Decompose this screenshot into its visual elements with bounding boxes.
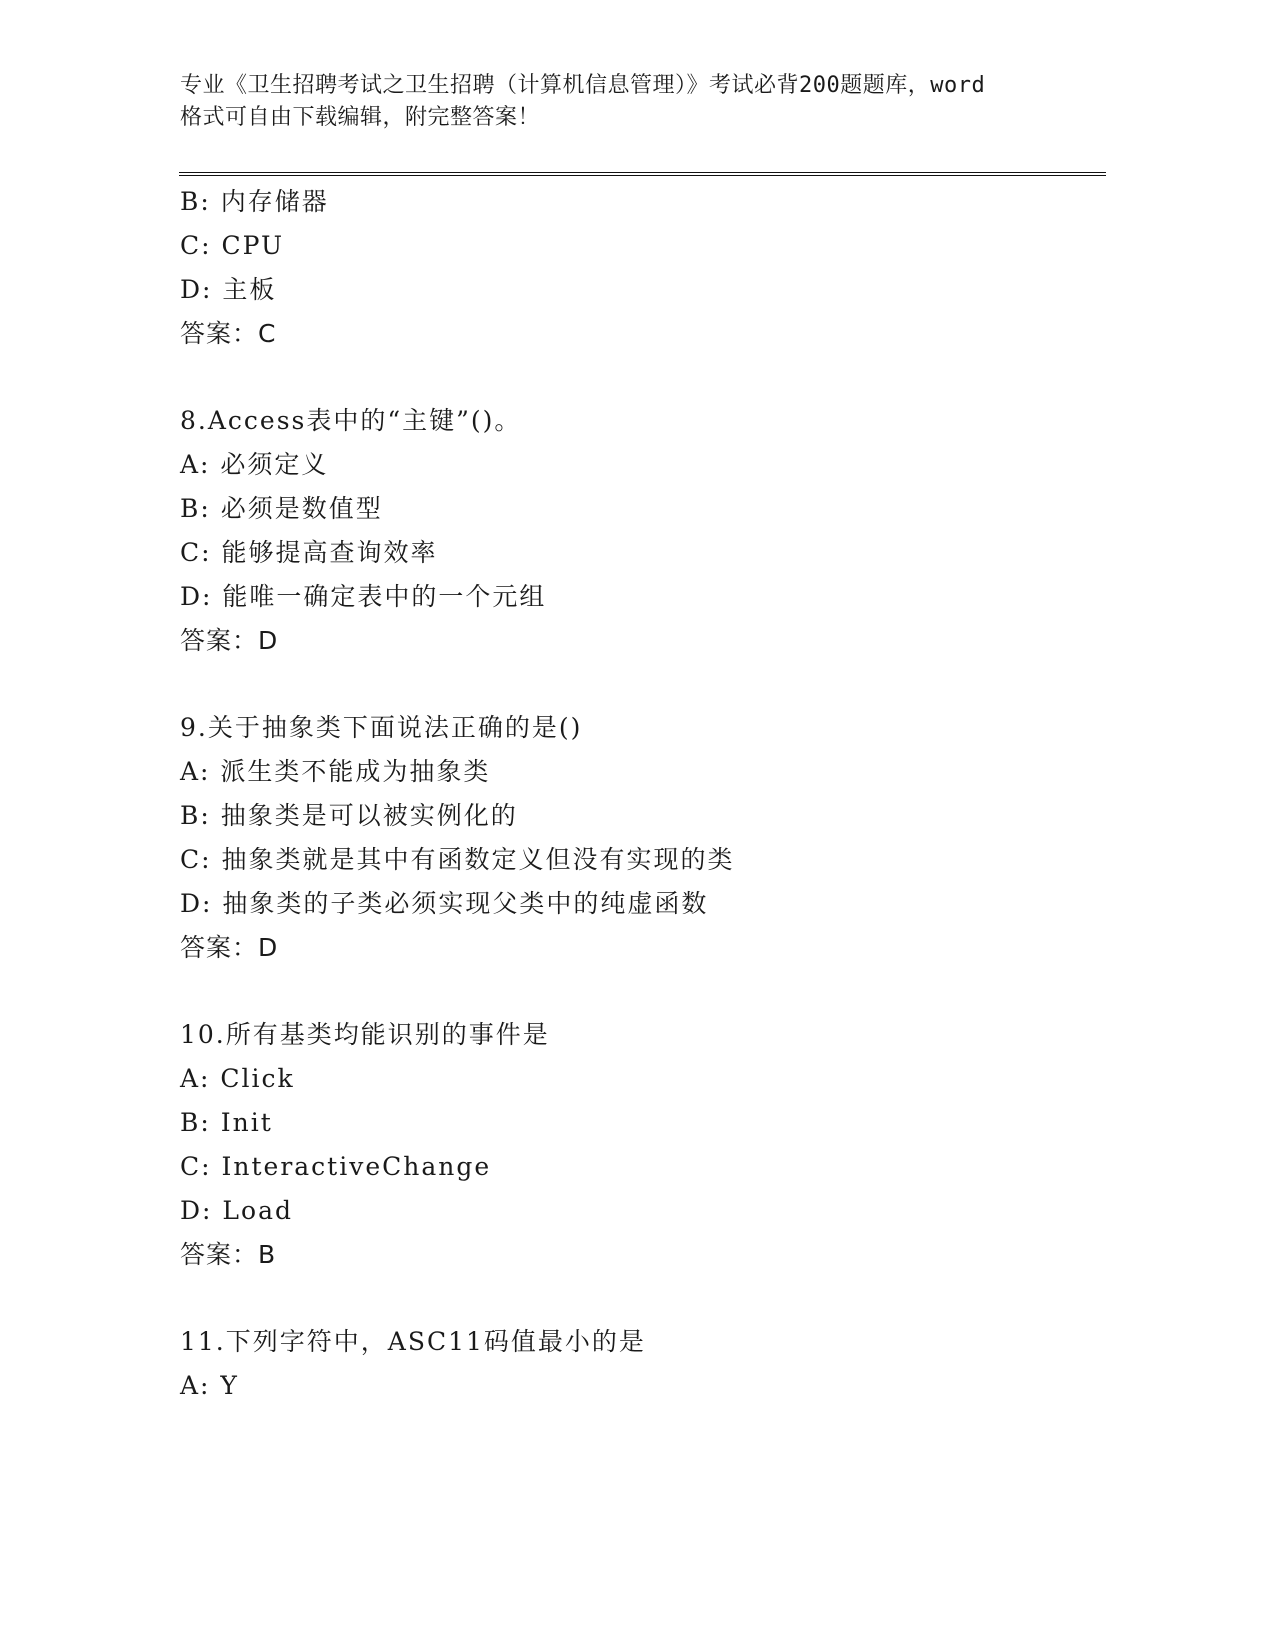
- header-line-1: 专业《卫生招聘考试之卫生招聘（计算机信息管理）》考试必背200题题库，word: [180, 73, 986, 98]
- question-list: [180, 180, 1140, 1408]
- option-d: D: 抽象类的子类必须实现父类中的纯虚函数: [180, 889, 709, 918]
- option-c: C: InteractiveChange: [180, 1152, 492, 1181]
- option-a: A: Click: [180, 1064, 295, 1093]
- question-block-8: [180, 399, 1140, 663]
- option-c: C: 抽象类就是其中有函数定义但没有实现的类: [180, 845, 735, 874]
- question-block-11: [180, 1320, 1140, 1408]
- question-title: 10.所有基类均能识别的事件是: [180, 1020, 550, 1049]
- option-d: D: 能唯一确定表中的一个元组: [180, 582, 547, 611]
- question-block-10: [180, 1013, 1140, 1277]
- option-b: B: 必须是数值型: [180, 494, 383, 523]
- spacer: [180, 356, 1140, 399]
- spacer: [180, 663, 1140, 706]
- question-title: 8.Access表中的“主键”()。: [180, 406, 522, 435]
- option-c: C: 能够提高查询效率: [180, 538, 438, 567]
- option-a: A: Y: [180, 1371, 239, 1400]
- option-b: B: 抽象类是可以被实例化的: [180, 801, 518, 830]
- answer-line: 答案：D: [180, 933, 279, 962]
- answer-line: 答案：C: [180, 319, 277, 348]
- option-a: A: 必须定义: [180, 450, 329, 479]
- answer-line: 答案：B: [180, 1240, 277, 1269]
- answer-line: 答案：D: [180, 626, 279, 655]
- question-block-9: [180, 706, 1140, 970]
- question-title: 11.下列字符中，ASC11码值最小的是: [180, 1327, 646, 1356]
- document-header: [180, 70, 1100, 134]
- header-line-2: 格式可自由下载编辑，附完整答案！: [180, 105, 541, 130]
- option-b: B: 内存储器: [180, 187, 329, 216]
- option-d: D: Load: [180, 1196, 293, 1225]
- question-title: 9.关于抽象类下面说法正确的是(): [180, 713, 583, 742]
- option-b: B: Init: [180, 1108, 273, 1137]
- question-block-7: [180, 180, 1140, 356]
- spacer: [180, 1277, 1140, 1320]
- option-a: A: 派生类不能成为抽象类: [180, 757, 491, 786]
- option-c: C: CPU: [180, 231, 285, 260]
- option-d: D: 主板: [180, 275, 277, 304]
- header-divider: [179, 172, 1106, 176]
- spacer: [180, 970, 1140, 1013]
